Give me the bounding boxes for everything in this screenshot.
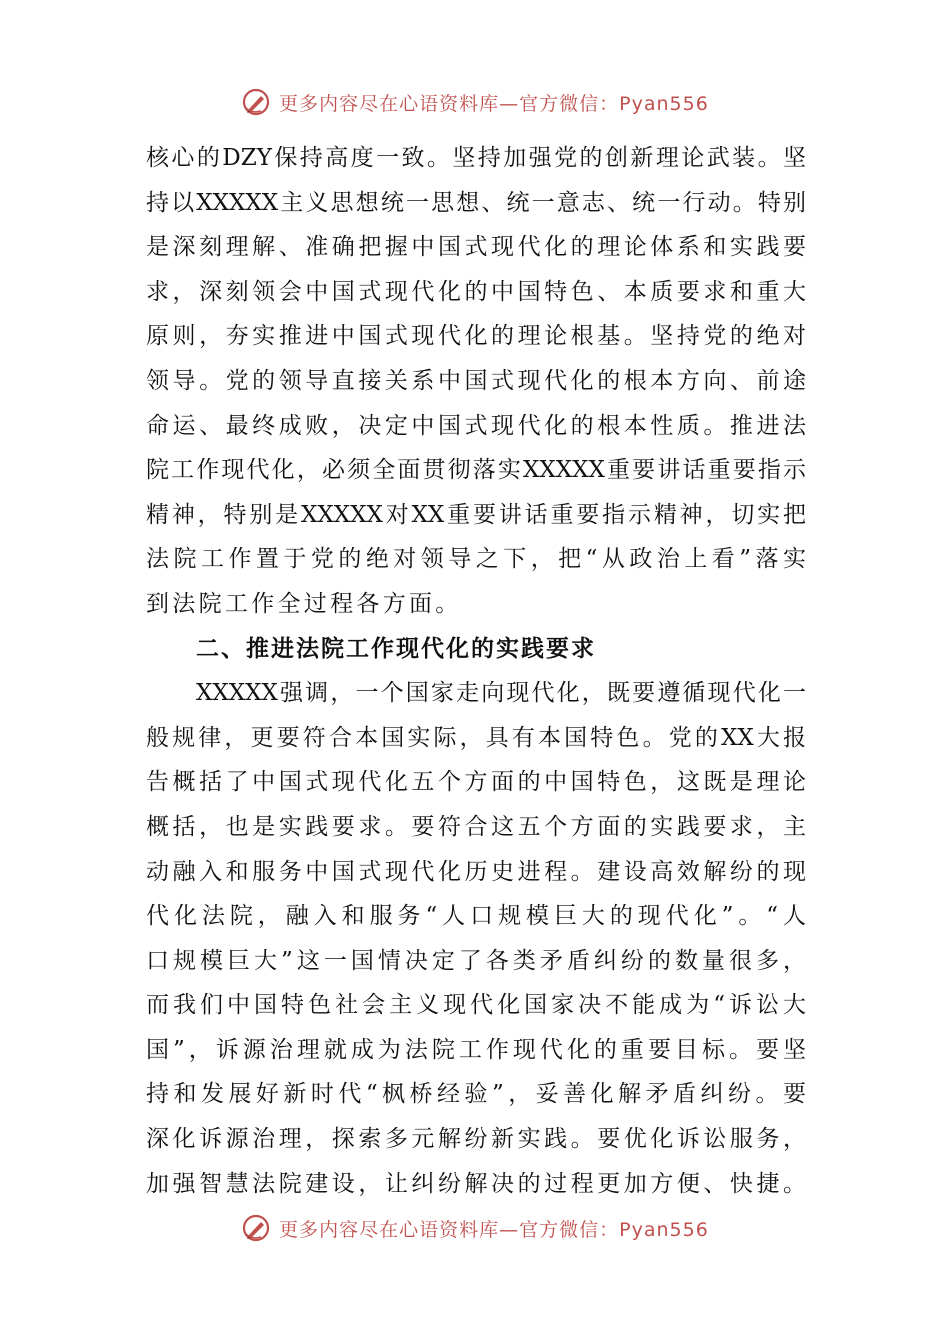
text-line: 精神，特别是XXXXX对XX重要讲话重要指示精神，切实把	[146, 501, 806, 528]
text-line: 命运、最终成败，决定中国式现代化的根本性质。推进法	[146, 412, 806, 439]
text-line: 持以XXXXX主义思想统一思想、统一意志、统一行动。特别	[146, 189, 806, 216]
text-line: 代化法院，融入和服务“人口规模巨大的现代化”。“人	[146, 903, 806, 930]
header-banner-text: 更多内容尽在心语资料库—官方微信：Pyan556	[279, 92, 709, 115]
pen-circle-logo-icon	[241, 87, 271, 117]
text-line: 法院工作置于党的绝对领导之下，把“从政治上看”落实	[146, 546, 806, 573]
text-line: 加强智慧法院建设，让纠纷解决的过程更加方便、快捷。	[146, 1170, 806, 1197]
text-line: 深化诉源治理，探索多元解纷新实践。要优化诉讼服务，	[146, 1126, 806, 1153]
text-line: 般规律，更要符合本国实际，具有本国特色。党的XX大报	[146, 724, 806, 751]
text-line: 院工作现代化，必须全面贯彻落实XXXXX重要讲话重要指示	[146, 457, 806, 484]
text-line: 求，深刻领会中国式现代化的中国特色、本质要求和重大	[146, 278, 806, 305]
text-line: 国”，诉源治理就成为法院工作现代化的重要目标。要坚	[146, 1036, 806, 1063]
text-line: 口规模巨大”这一国情决定了各类矛盾纠纷的数量很多，	[146, 947, 806, 974]
text-line: 动融入和服务中国式现代化历史进程。建设高效解纷的现	[146, 858, 806, 885]
text-line: XXXXX强调，一个国家走向现代化，既要遵循现代化一	[196, 680, 806, 707]
footer-banner	[0, 1208, 950, 1248]
body-text	[146, 136, 806, 1206]
paragraph-1	[146, 136, 806, 627]
text-line: 告概括了中国式现代化五个方面的中国特色，这既是理论	[146, 769, 806, 796]
footer-banner-text: 更多内容尽在心语资料库—官方微信：Pyan556	[279, 1218, 709, 1241]
text-line: 而我们中国特色社会主义现代化国家决不能成为“诉讼大	[146, 992, 806, 1019]
paragraph-2	[146, 671, 806, 1206]
header-banner	[0, 82, 950, 122]
pen-circle-logo-icon	[241, 1213, 271, 1243]
text-line: 到法院工作全过程各方面。	[146, 590, 462, 617]
section-heading: 二、推进法院工作现代化的实践要求	[196, 634, 596, 662]
text-line: 是深刻理解、准确把握中国式现代化的理论体系和实践要	[146, 234, 806, 261]
text-line: 原则，夯实推进中国式现代化的理论根基。坚持党的绝对	[146, 323, 806, 350]
text-line: 持和发展好新时代“枫桥经验”，妥善化解矛盾纠纷。要	[146, 1081, 806, 1108]
text-line: 领导。党的领导直接关系中国式现代化的根本方向、前途	[146, 367, 806, 394]
text-line: 核心的DZY保持高度一致。坚持加强党的创新理论武装。坚	[146, 145, 806, 171]
text-line: 概括，也是实践要求。要符合这五个方面的实践要求，主	[146, 813, 806, 840]
